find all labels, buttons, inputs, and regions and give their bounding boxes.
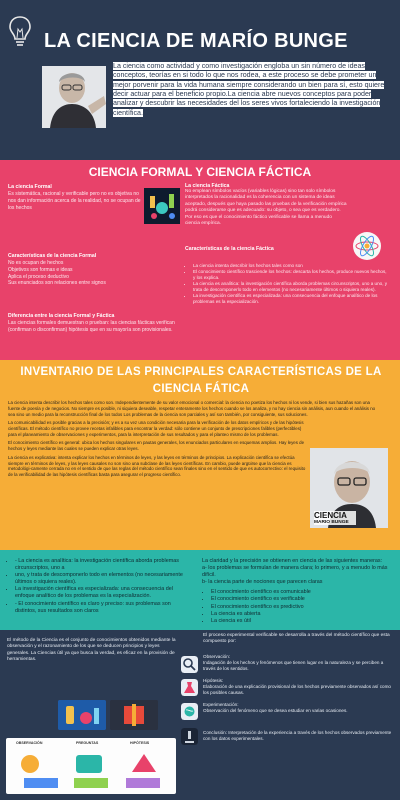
method-step: Hipótesis: Elaboración de una explicación provisional de los hechos previamente observados así como los posibles causas. bbox=[203, 678, 391, 695]
globe-icon bbox=[181, 703, 198, 720]
metodo-section bbox=[0, 630, 400, 800]
list-item: Objetivos son formas e ideas bbox=[8, 266, 73, 273]
paragraph: La ciencia es explicativa: intenta explicar los hechos en términos de leyes, y las leyes en términos de principios. La explicación científica se efectúa siempre en términos de leyes, y las leyes causales no son sino una subclase de las leyes científicas. En cambio, puede argüirse que la ciencia es metodológi-camente cerrada no en el sentido de que las reglas del método científico sean finales sino en el sentido de que es autocorrectivo: el requisito de la verificabilidad de las hipótesis científicas basta para asegurar el progreso científico. bbox=[8, 454, 306, 478]
paragraph: La ciencia intenta describir los hechos tales como son. Independientemente de su valor emocional o comercial: la ciencia no poetiza los hechos ni los vende, si bien sus hazañas son una fuente de poesía y de negocios. No siempre es posible, ni siquiera deseable, respetar enteramente los hechos cuando se los analiza, y no hay ciencia sin análisis, aun cuando el análisis no sea sino un medio para la reconstrucción final de los todos Los problemas de la ciencia son parciales y así son también, por consiguiente, sus soluciones. bbox=[8, 400, 376, 417]
method-infographic: OBSERVACIÓN PREGUNTAS HIPÓTESIS bbox=[6, 738, 176, 794]
formal-chars-list bbox=[8, 260, 158, 287]
paragraph: El conocimiento científico es general: ubica los hechos singulares en pautas generales, los enunciados particulares en esquemas amplios. Hay leyes de hechos y leyes mediante las cuales se pueden explicar otras leyes. bbox=[8, 440, 305, 452]
difference-heading: Diferencia entre la ciencia Formal y Fáctica bbox=[8, 313, 115, 319]
page-title: LA CIENCIA DE MARÍO BUNGE bbox=[44, 30, 348, 52]
formal-factica-section bbox=[0, 160, 400, 360]
method-text: El método de la Ciencia es el conjunto de conocimientos obtenidos mediante la observación y el razonamiento de los que se deducen principios y leyes generales. La Ciencias útil ya que busca la verdad, es eficaz en la provisión de herramientas. bbox=[7, 638, 176, 663]
formal-chars-heading: Características de la ciencia Formal bbox=[8, 253, 97, 259]
list-item: No es ocupan de hechos bbox=[8, 260, 64, 266]
list-item: Aplica el proceso deductivo bbox=[8, 273, 69, 280]
atom-icon bbox=[352, 231, 382, 261]
bunge-portrait-card bbox=[310, 448, 388, 528]
list-item: • El conocimiento científico es verificable bbox=[211, 596, 392, 603]
method-step: Observación: Indagación de los hechos y fenómenos que tienen lugar en la naturaleza y se perciben a través de los sentidos. bbox=[203, 654, 384, 671]
list-item: • La investigación científica es especializada: una consecuencia del enfoque analítico de los problemas es la especialización. bbox=[193, 293, 390, 305]
section-title: CIENCIA FORMAL Y CIENCIA FÁCTICA bbox=[88, 165, 312, 179]
magnifier-icon bbox=[181, 656, 198, 673]
list-item: • La ciencia es abierta bbox=[211, 611, 392, 618]
list-item: • - La ciencia es analítica: la investigación científica aborda problemas circunscriptos, uno a bbox=[15, 558, 184, 572]
formal-text: Es sistemática, racional y verificable pero no es objetiva no nos dan información acerca de la realidad, no se ocupan de los hechos bbox=[8, 191, 141, 211]
method-step: Conclusión: Interpretación de la experiencia a través de los hechos observados previamente con los datos experimentales. bbox=[203, 730, 392, 741]
method-lead: El proceso experimental verificable se desarrolla a través del método científico que esta compuesto por: bbox=[203, 633, 390, 645]
clarity-text: La claridad y la precisión se obtienen en ciencia de las siguientes maneras: a- los problemas se formulan de manera clara; lo primero, y a menudo lo más difícil. b- la ciencia parte de nociones que parecen claras bbox=[202, 558, 388, 585]
inventario-section bbox=[0, 360, 400, 550]
infographic-shapes bbox=[6, 738, 176, 794]
portrait-caption: CIENCIA MARIO BUNGE bbox=[314, 511, 356, 525]
flask-icon bbox=[181, 679, 198, 696]
list-item: • El conocimiento científico es predictivo bbox=[211, 604, 392, 611]
intro-paragraph: La ciencia como actividad y como investigación engloba un sin número de ideas conceptos, teorías en si todo lo que nos rodea, a este proceso se debe prometer un mejor porvenir para la vida humana siempre considerando un bien para sí, esto quiere decir actuar para el beneficio propio.La ciencia abre nuevos conceptos para poder analizar y descubrir las necesidades del los seres vivos fortaleciendo la investigación científica. bbox=[113, 62, 385, 117]
factica-heading: La ciencia Fáctica bbox=[185, 183, 230, 189]
right-list bbox=[202, 589, 392, 625]
book-icon bbox=[110, 700, 158, 730]
difference-text: Las ciencias formales demuestran o prueban: las ciencias fácticas verifican (confirman o disconfirman) hipótesis que en su mayoría son provisionales. bbox=[8, 320, 175, 333]
list-item: • - El conocimiento científico es claro y preciso: sus problemas son distintos, sus resultados son claros bbox=[15, 601, 184, 615]
factica-chars-list bbox=[185, 263, 390, 305]
header-section bbox=[0, 0, 400, 160]
science-illustration bbox=[144, 188, 180, 224]
list-item: • La ciencia intenta describir los hechos tales como son bbox=[193, 263, 390, 269]
lab-icon bbox=[58, 700, 106, 730]
bunge-portrait bbox=[42, 66, 106, 128]
factica-chars-heading: Características de la ciencia Fáctica bbox=[185, 246, 274, 252]
section-title: INVENTARIO DE LAS PRINCIPALES CARACTERÍSTICAS DE LA CIENCIA FÁTICA bbox=[20, 366, 382, 395]
list-item: • uno, y trata de descomponerlo todo en elementos (no necesariamente últimos o siquiera reales). bbox=[15, 572, 184, 586]
method-step: Experimentación: Observación del fenómeno que se desea estudiar en varias ocasiones. bbox=[203, 702, 348, 713]
list-item: • La ciencia es analítica: la investigación científica aborda problemas circunscriptos, uno a uno, y trata de descomponerlo todo en elementos (no necesariamente últimos o siquiera reales). bbox=[193, 281, 390, 293]
list-item: • La ciencia es útil bbox=[211, 618, 392, 625]
factica-text: No emplean símbolos vacíos (variables lógicas) sino tan solo símbolos interpretados la racionalidad es la coherencia con un sistema de ideas aceptado, después que haya pasado las pruebas de la verificación empírica podrá considerarse que es adecuado: su objeto, o sea que es verdadero. Por eso es que el conocimiento fáctico verificable se llama a menudo ciencia empírica. bbox=[185, 189, 347, 227]
lightbulb-icon bbox=[7, 14, 33, 48]
list-item: • El conocimiento científico es comunicable bbox=[211, 589, 392, 596]
list-item: Sus enunciados son relaciones entre signos bbox=[8, 280, 106, 287]
left-list bbox=[6, 558, 184, 615]
paragraph: La comunicabilidad es posible gracias a la precisión; y es a su vez una condición necesaria para la verificación de los datos empíricos y de las hipótesis científicas. El método científico no provee recetas infalibles para encontrar la verdad: sólo contiene un conjunto de prescripciones falibles (perfectibles) para el planeamiento de observaciones y experimentos, para la interpretación de sus resultados y para el planteo mismo de los problemas. bbox=[8, 420, 304, 437]
list-item: • La investigación científica es especializada: una consecuencia del enfoque analítico de los problemas es la especialización. bbox=[15, 586, 184, 600]
microscope-icon bbox=[181, 728, 198, 745]
caracteristicas-section bbox=[0, 550, 400, 630]
list-item: • El conocimiento científico trasciende los hechos: descarta los hechos, produce nuevos hechos, y los explica. bbox=[193, 269, 390, 281]
formal-heading: La ciencia Formal bbox=[8, 184, 52, 190]
